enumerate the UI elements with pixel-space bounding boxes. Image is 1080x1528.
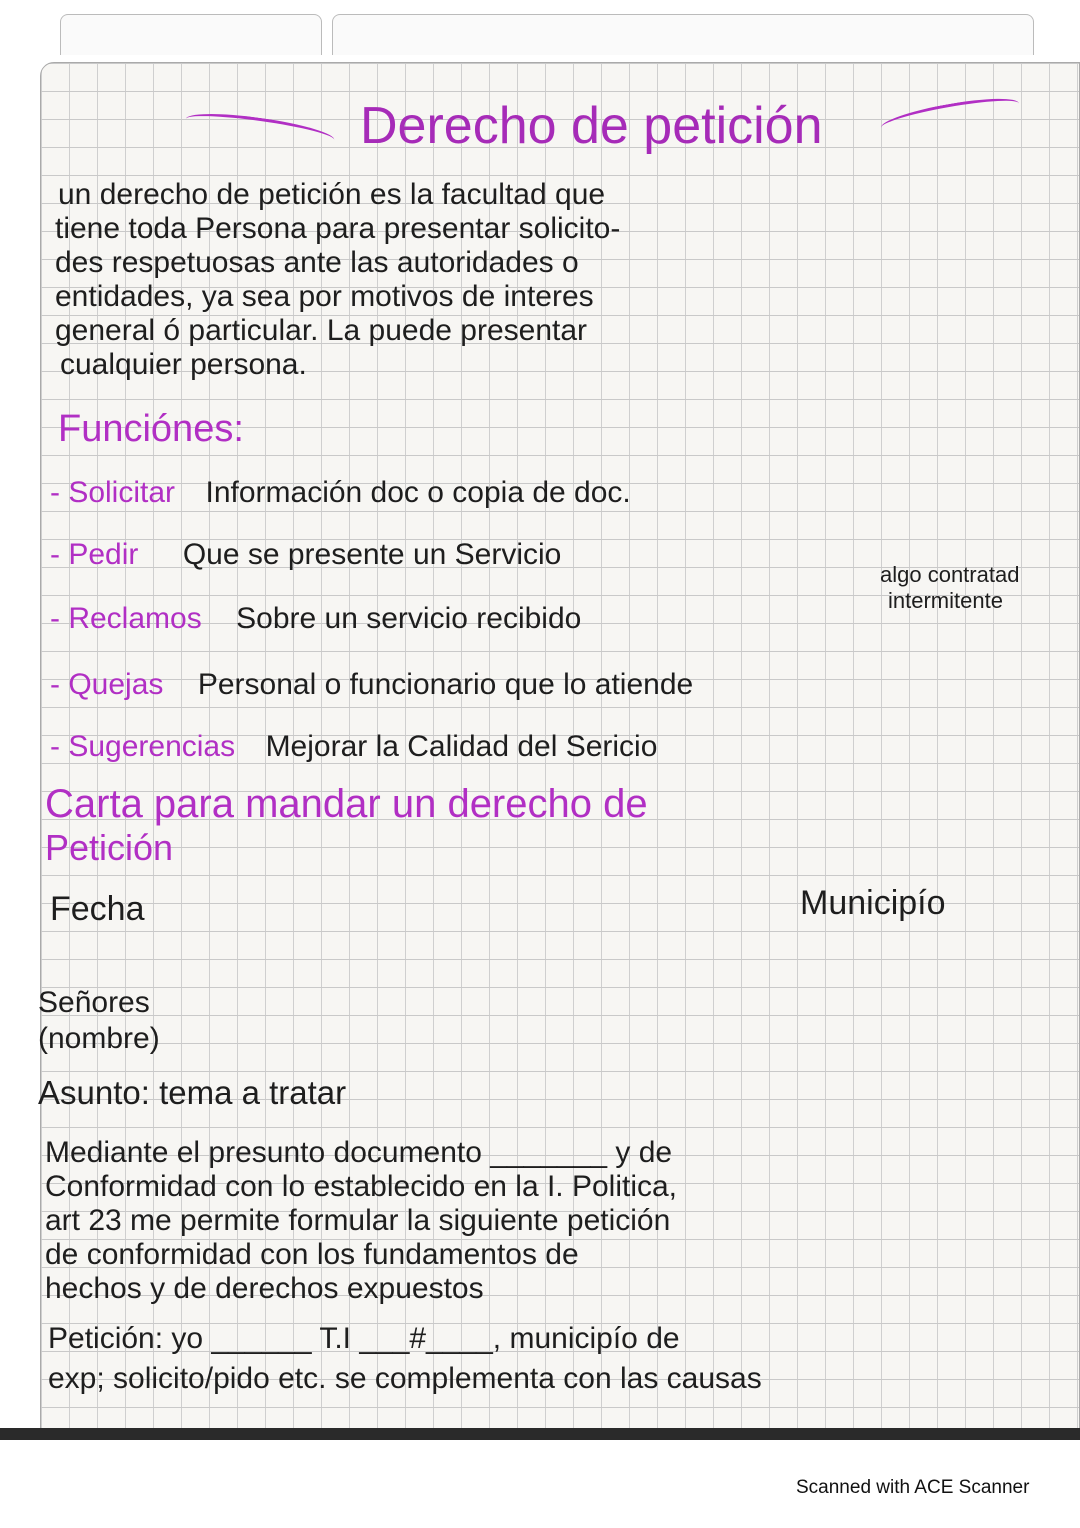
intro-line: des respetuosas ante las autoridades o xyxy=(55,246,579,279)
letter-heading: Carta para mandar un derecho de xyxy=(45,782,648,826)
function-item xyxy=(50,670,693,700)
function-desc: Mejorar la Calidad del Sericio xyxy=(265,730,658,763)
function-desc: Personal o funcionario que lo atiende xyxy=(197,668,694,701)
function-term: - Quejas xyxy=(50,668,164,701)
intro-line: general ó particular. La puede presentar xyxy=(55,314,588,347)
letter-body-line: Conformidad con lo establecido en la I. Politica, xyxy=(45,1170,678,1203)
function-item xyxy=(50,732,657,762)
letter-body-line: art 23 me permite formular la siguiente petición xyxy=(45,1204,671,1237)
scanner-watermark: Scanned with ACE Scanner xyxy=(796,1477,1030,1498)
intro-line: entidades, ya sea por motivos de interes xyxy=(55,280,594,313)
function-term: - Solicitar xyxy=(50,476,176,509)
letter-fecha: Fecha xyxy=(50,890,145,928)
intro-line: un derecho de petición es la facultad que xyxy=(58,178,606,211)
function-item xyxy=(50,478,631,508)
letter-body-line: de conformidad con los fundamentos de xyxy=(45,1238,579,1271)
letter-municipio: Municipío xyxy=(800,884,946,922)
reclamos-note: intermitente xyxy=(888,588,1003,613)
letter-asunto: Asunto: tema a tratar xyxy=(38,1074,347,1111)
function-term: - Sugerencias xyxy=(50,730,236,763)
function-desc: Sobre un servicio recibido xyxy=(236,602,582,635)
intro-line: tiene toda Persona para presentar solicito- xyxy=(55,212,621,245)
letter-body-line: hechos y de derechos expuestos xyxy=(45,1272,484,1305)
function-item xyxy=(50,604,581,634)
peticion-line: exp; solicito/pido etc. se complementa con las causas xyxy=(48,1362,762,1395)
letter-senores: Señores xyxy=(38,986,150,1019)
function-term: - Reclamos xyxy=(50,602,202,635)
functions-heading: Funciónes: xyxy=(58,408,244,450)
reclamos-note: algo contratad xyxy=(880,562,1020,587)
letter-nombre: (nombre) xyxy=(38,1022,160,1055)
function-item xyxy=(50,540,561,570)
notebook-tab xyxy=(332,14,1034,55)
notebook-tab xyxy=(60,14,322,55)
function-desc: Que se presente un Servicio xyxy=(182,538,562,571)
function-desc: Información doc o copia de doc. xyxy=(205,476,631,509)
scan-edge xyxy=(0,1428,1080,1440)
peticion-line: Petición: yo ______ T.I ___#____, municipío de xyxy=(48,1322,680,1355)
page-title: Derecho de petición xyxy=(360,97,823,155)
function-term: - Pedir xyxy=(50,538,139,571)
letter-heading: Petición xyxy=(45,827,174,868)
letter-body-line: Mediante el presunto documento _______ y de xyxy=(45,1136,673,1169)
intro-line: cualquier persona. xyxy=(60,348,307,381)
